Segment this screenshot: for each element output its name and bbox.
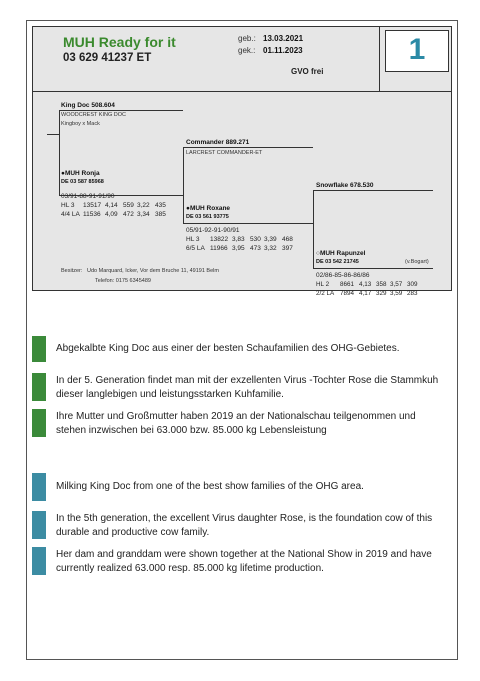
mggs-name: Snowflake 678.530 [316, 182, 374, 189]
dam-lactation-row: HL 3 13517 4,14 559 3,22 435 [61, 202, 166, 209]
granddam-lactation-row: 6/5 LA 11966 3,95 473 3,32 397 [186, 245, 293, 252]
calved-label: gek.: [238, 46, 256, 55]
owner-phone: Telefon: 0175 6345489 [95, 278, 151, 284]
calved-date: 01.11.2023 [263, 46, 303, 55]
description-de-2 [32, 373, 452, 401]
great-granddam-id: DE 03 542 21745 [316, 259, 359, 265]
description-text: Milking King Doc from one of the best show families of the OHG area. [56, 481, 364, 492]
ear-tag-number: 03 629 41237 ET [63, 52, 152, 64]
pedigree-line [183, 223, 313, 224]
mgs-name: Commander 889.271 [186, 139, 250, 146]
description-text: Ihre Mutter und Großmutter haben 2019 an der Nationalschau teilgenommen und stehen inzwischen bei 63.000 bzw. 85.000 kg Lebensleistung [56, 411, 416, 436]
great-granddam-classification: 02/86-85-86-86/86 [316, 272, 370, 279]
dam-lactation-row: 4/4 LA 11536 4,09 472 3,34 385 [61, 211, 166, 218]
owner-label: Besitzer: [61, 268, 83, 274]
granddam-id: DE 03 561 93775 [186, 214, 229, 220]
teal-marker [32, 473, 46, 501]
sire-fullname: WOODCREST KING DOC [61, 112, 126, 118]
granddam-lactation-row: HL 3 13822 3,83 530 3,39 468 [186, 236, 293, 243]
lot-number: 1 [408, 33, 426, 66]
dates-block [238, 33, 303, 57]
description-text: Her dam and granddam were shown together at the National Show in 2019 and have currently realized 63.000 resp. 85.000 kg lifetime production. [56, 549, 432, 574]
born-date: 13.03.2021 [263, 34, 304, 43]
description-text: Abgekalbte King Doc aus einer der besten Schaufamilien des OHG-Gebietes. [56, 343, 400, 354]
dam-name: ●MUH Ronja [61, 170, 100, 177]
pedigree-line [313, 190, 433, 191]
description-text: In der 5. Generation findet man mit der exzellenten Virus -Tochter Rose die Stammkuh dieser langlebigen und leistungsstarken Kuhfamilie. [56, 375, 439, 400]
dam-classification: 03/91-88-91-91/90 [61, 193, 115, 200]
owner-line [61, 268, 219, 274]
teal-marker [32, 511, 46, 539]
great-granddam-note: (v.Bogart) [405, 259, 429, 265]
description-de-1 [32, 336, 452, 362]
green-marker [32, 373, 46, 401]
description-text: In the 5th generation, the excellent Virus daughter Rose, is the foundation cow of this durable and productive cow family. [56, 513, 433, 538]
sire-name: King Doc 508.604 [61, 102, 115, 109]
great-granddam-name: ○MUH Rapunzel [316, 250, 366, 257]
pedigree-line [59, 110, 183, 111]
great-granddam-lactation-row: 2/2 LA 7894 4,17 329 3,59 283 [316, 290, 418, 297]
sire-parents: Kingboy x Mack [61, 121, 100, 127]
pedigree-line [183, 147, 313, 148]
pedigree-line [313, 190, 314, 268]
description-en-3 [32, 547, 452, 575]
granddam-classification: 05/91-92-91-90/91 [186, 227, 240, 234]
pedigree-line [183, 147, 184, 223]
born-label: geb.: [238, 34, 256, 43]
animal-name: MUH Ready for it [63, 34, 176, 50]
green-marker [32, 409, 46, 437]
green-marker [32, 336, 46, 362]
animal-header [32, 26, 452, 93]
pedigree-panel [32, 91, 452, 297]
sale-catalog-page [26, 20, 458, 660]
pedigree-line [59, 110, 60, 195]
great-granddam-lactation-row: HL 2 8661 4,13 358 3,57 309 [316, 281, 418, 288]
gvo-status: GVO frei [291, 67, 324, 76]
pedigree-line [47, 134, 59, 135]
lot-number-box [385, 30, 449, 72]
granddam-name: ●MUH Roxane [186, 205, 231, 212]
mgs-fullname: LARCREST COMMANDER-ET [186, 150, 263, 156]
dam-id: DE 03 587 85968 [61, 179, 104, 185]
pedigree-line [313, 268, 433, 269]
teal-marker [32, 547, 46, 575]
owner-address: Udo Marquard, Icker, Vor dem Bruche 11, 49191 Belm [87, 268, 219, 274]
header-divider [379, 27, 380, 92]
description-en-2 [32, 511, 452, 539]
description-de-3 [32, 409, 452, 437]
description-en-1 [32, 473, 452, 501]
